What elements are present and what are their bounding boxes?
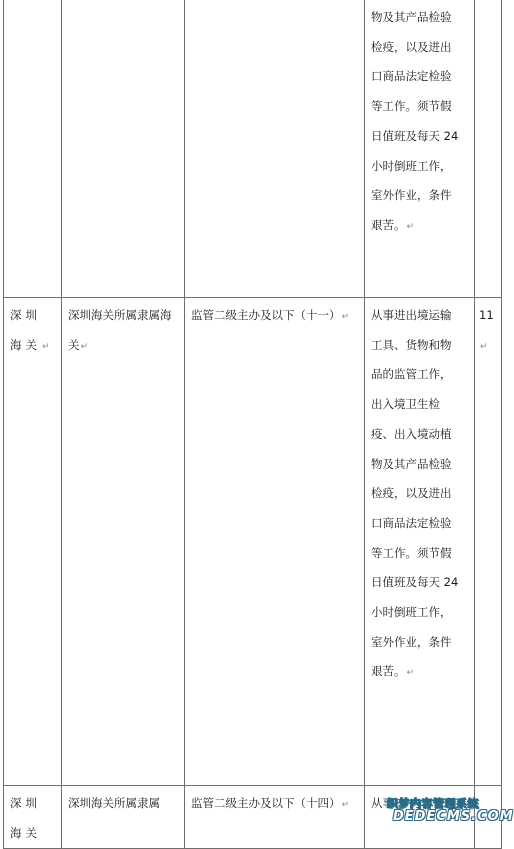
duty-line: 日值班及每天 24 bbox=[371, 575, 459, 590]
position-cell bbox=[185, 0, 365, 298]
count-text bbox=[475, 298, 501, 362]
position-label: 监管二级主办及以下（十一） bbox=[191, 308, 341, 322]
duty-cell bbox=[365, 786, 475, 849]
unit-text bbox=[62, 298, 184, 362]
duty-line: 室外作业，条件 bbox=[371, 188, 452, 203]
duty-line: 口商品法定检验 bbox=[371, 69, 452, 84]
count-cell bbox=[475, 0, 502, 298]
duty-text bbox=[365, 298, 474, 689]
unit-cell bbox=[62, 0, 185, 298]
duty-line: 等工作。须节假 bbox=[371, 545, 452, 560]
cell-end-mark: ↵ bbox=[341, 800, 350, 810]
duty-line: 检疫，以及进出 bbox=[371, 39, 452, 54]
table-row bbox=[4, 298, 502, 786]
duty-text bbox=[365, 0, 474, 243]
duty-line: 物及其产品检验 bbox=[371, 10, 452, 24]
unit-cell bbox=[62, 298, 185, 786]
cell-end-mark: ↵ bbox=[341, 312, 350, 322]
duty-line: 室外作业，条件 bbox=[371, 634, 452, 649]
count-cell bbox=[475, 298, 502, 786]
duty-line: 从事进出境运输 bbox=[371, 308, 452, 322]
duty-line: 出入境卫生检 bbox=[371, 397, 440, 412]
watermark-domain: DEDECMS.COM bbox=[393, 809, 514, 824]
duty-line: 小时倒班工作， bbox=[371, 158, 452, 173]
duty-cell bbox=[365, 298, 475, 786]
dept-label: 深圳海关 bbox=[10, 796, 41, 840]
unit-label: 深圳海关所属隶属 bbox=[68, 796, 160, 810]
position-cell bbox=[185, 298, 365, 786]
duty-text bbox=[365, 786, 474, 819]
cell-end-mark: ↵ bbox=[80, 341, 89, 352]
duty-line: 疫、出入境动植 bbox=[371, 426, 452, 441]
duty-line: 口商品法定检验 bbox=[371, 515, 452, 530]
cell-end-mark: ↵ bbox=[42, 341, 54, 352]
position-table bbox=[3, 0, 514, 849]
dept-cell bbox=[4, 0, 62, 298]
dept-label: 深圳海关 bbox=[10, 308, 41, 352]
cell-end-mark: ↵ bbox=[480, 341, 488, 352]
duty-line: 检疫，以及进出 bbox=[371, 486, 452, 501]
unit-cell bbox=[62, 786, 185, 849]
duty-line: 小时倒班工作， bbox=[371, 605, 452, 620]
cell-end-mark: ↵ bbox=[406, 668, 415, 679]
duty-line: 等工作。须节假 bbox=[371, 99, 452, 114]
duty-line: 艰苦。 bbox=[371, 217, 406, 232]
table-row bbox=[4, 786, 502, 849]
duty-line: 日值班及每天 24 bbox=[371, 128, 459, 143]
dept-text bbox=[4, 298, 61, 362]
count-cell bbox=[475, 786, 502, 849]
dept-cell bbox=[4, 298, 62, 786]
position-text bbox=[185, 786, 364, 821]
dept-cell bbox=[4, 786, 62, 849]
duty-line: 从事 bbox=[371, 796, 394, 810]
dept-text bbox=[4, 786, 61, 848]
unit-text bbox=[62, 786, 184, 819]
duty-line: 工具、货物和物 bbox=[371, 337, 452, 352]
position-cell bbox=[185, 786, 365, 849]
position-label: 监管二级主办及以下（十四） bbox=[191, 796, 341, 810]
cell-end-mark: ↵ bbox=[406, 221, 415, 232]
watermark-title: 织梦内容管理系统 bbox=[387, 797, 479, 810]
duty-line: 品的监管工作， bbox=[371, 367, 452, 382]
duty-cell bbox=[365, 0, 475, 298]
position-text bbox=[185, 298, 364, 333]
duty-line: 艰苦。 bbox=[371, 664, 406, 679]
unit-label: 深圳海关所属隶属海关 bbox=[68, 308, 172, 352]
duty-line: 物及其产品检验 bbox=[371, 456, 452, 471]
table-row bbox=[4, 0, 502, 298]
count-value: 11 bbox=[479, 308, 494, 322]
